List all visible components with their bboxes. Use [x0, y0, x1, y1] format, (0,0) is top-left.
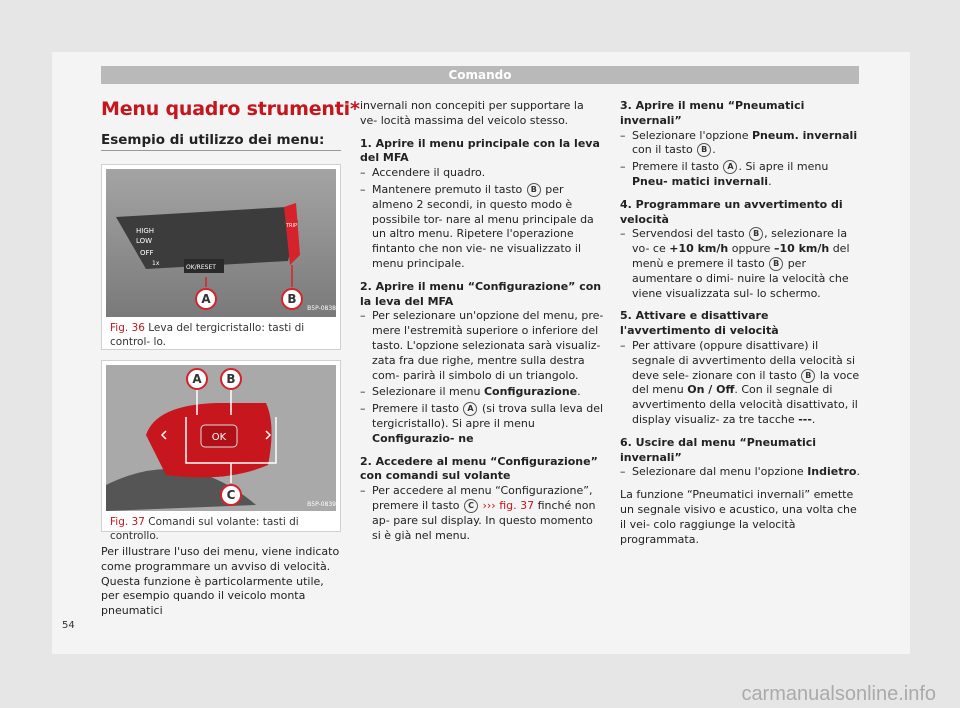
step-2-item	[360, 402, 604, 446]
step-text: per almeno 2 secondi, in questo modo è possibile tor- nare al menu principale da un altro menu. Ripetere l'operazione fintanto che non vie- ne visualizzato il menu principale.	[372, 182, 594, 270]
callout-b-text: B	[226, 372, 236, 386]
closing-paragraph: La funzione “Pneumatici invernali” emette un segnale visivo e acustico, una volta che il vei- colo raggiunge la velocità programmata.	[620, 488, 857, 546]
step-4-list	[620, 227, 860, 301]
step-6-title: 6. Uscire dal menu “Pneumatici invernali”	[620, 435, 817, 464]
step-4-item	[620, 227, 860, 301]
step-text: oppure	[731, 242, 771, 256]
key-b-icon: B	[527, 183, 541, 197]
step-text: Accendere il quadro.	[372, 166, 486, 180]
step-text: . Si apre il menu	[738, 160, 829, 174]
step-text: . Con il segnale di avvertimento della velocità disattivato, il display visualiz- za tre tacche	[632, 383, 858, 426]
step-1-item	[360, 183, 604, 272]
step-1-list	[360, 166, 604, 272]
wiper-stalk-image	[106, 169, 336, 317]
label-high: HIGH	[136, 227, 155, 235]
step-text: , selezionare la vo- ce	[632, 227, 848, 256]
key-c-icon: C	[464, 499, 478, 513]
intro-continued: invernali non concepiti per supportare la ve- locità massima del veicolo stesso.	[360, 99, 584, 127]
callout-c-text: C	[226, 488, 236, 502]
step-text: Selezionare l'opzione	[632, 128, 749, 142]
step-text: per aumentare o dimi- nuire la velocità che viene visualizzata sul- lo schermo.	[632, 256, 849, 300]
step-text: Per selezionare un'opzione del menu, pre- mere l'estremità superiore o inferiore del tasto. L'opzione selezionata sarà visualiz- zata fra due righe, mentre sulla destra com- parirà il simbolo di un triangolo.	[372, 309, 604, 382]
step-2-item: – Selezionare il menu Configurazione.	[360, 385, 604, 400]
column-3	[620, 99, 860, 555]
figure-code: B5P-0839	[307, 501, 336, 508]
step-1-title: 1. Aprire il menu principale con la leva del MFA	[360, 136, 600, 165]
figure-caption	[110, 515, 334, 543]
label-off: OFF	[140, 249, 154, 257]
step-2-item	[360, 309, 604, 383]
step-text: Selezionare il menu	[372, 385, 481, 399]
watermark: carmanualsonline.info	[741, 683, 936, 705]
menu-name: On / Off	[687, 383, 735, 397]
menu-name: Pneu- matici invernali	[632, 174, 769, 188]
key-a-icon: A	[463, 402, 477, 416]
step-5-item: – Per attivare (oppure disattivare) il segnale di avvertimento della velocità si deve sele- zionare con il tasto B la voce del menu On / Off. Con il segnale di avvertimento della velocità disattivato, il display visualiz- za tre tacche ---.	[620, 339, 860, 428]
callout-b-text: B	[287, 292, 297, 306]
figure-link[interactable]: ››› fig. 37	[482, 498, 535, 512]
page-subtitle: Esempio di utilizzo dei menu:	[101, 132, 325, 148]
intro-paragraph: Per illustrare l'uso dei menu, viene indicato come programmare un avviso di velocità. Questa funzione è particolarmente utile, per esempio quando il veicolo monta pneumatici	[101, 545, 340, 618]
step-text: finché non ap- pare sul display. In questo momento si è già nel menu.	[372, 498, 596, 542]
label-low: LOW	[136, 237, 153, 245]
step-6-list	[620, 465, 860, 480]
menu-name: Indietro	[807, 465, 857, 479]
step-text: (si trova sulla leva del tergicristallo). Si apre il menu	[372, 402, 604, 430]
menu-name: Pneum. invernali	[751, 128, 858, 142]
step-text: del menù e premere il tasto	[632, 242, 850, 270]
callout-a-text: A	[192, 372, 202, 386]
key-a-icon: A	[723, 160, 737, 174]
step-4-title: 4. Programmare un avvertimento di velocità	[620, 197, 843, 226]
speed-value: +10 km/h	[669, 242, 729, 256]
speed-value: –10 km/h	[773, 242, 830, 256]
column-1	[101, 545, 341, 627]
figure-36	[101, 164, 341, 350]
step-text: Premere il tasto	[372, 402, 459, 416]
step-text: Selezionare dal menu l'opzione	[632, 465, 804, 479]
title-divider	[101, 150, 341, 151]
step-text: Servendosi del tasto	[632, 227, 745, 241]
menu-name: Configurazione	[483, 385, 578, 399]
step-2b-list	[360, 484, 604, 543]
figure-number: Fig. 36	[110, 322, 145, 334]
step-text: la voce del menu	[632, 368, 860, 397]
step-5-list	[620, 339, 860, 428]
page-number: 54	[62, 620, 75, 631]
step-1-item	[360, 166, 604, 181]
step-3-item: – Selezionare l'opzione Pneum. invernali con il tasto B .	[620, 129, 860, 159]
step-text: con il tasto	[632, 143, 693, 157]
figure-number: Fig. 37	[110, 516, 145, 528]
key-b-icon: B	[801, 369, 815, 383]
figure-code: B5P-0838	[307, 305, 336, 312]
step-2-list	[360, 309, 604, 446]
step-2b-item	[360, 484, 604, 543]
step-2-title: 2. Aprire il menu “Configurazione” con la leva del MFA	[360, 279, 602, 308]
step-6-item: – Selezionare dal menu l'opzione Indietro.	[620, 465, 860, 480]
label-okreset: OK/RESET	[186, 264, 216, 271]
section-header: Comando	[101, 66, 859, 84]
display-dashes: ---	[798, 412, 812, 426]
menu-name: Configurazio- ne	[372, 431, 474, 445]
step-3-title: 3. Aprire il menu “Pneumatici invernali”	[620, 99, 805, 127]
callout-a-text: A	[201, 292, 211, 306]
label-trip: TRIP	[286, 223, 298, 229]
step-text: Per attivare (oppure disattivare) il segnale di avvertimento della velocità si deve sele- zionare con il tasto	[632, 338, 856, 382]
key-b-icon: B	[697, 143, 711, 157]
step-text: Mantenere premuto il tasto	[372, 182, 523, 196]
step-text: Per accedere al menu “Configurazione”, premere il tasto	[372, 484, 593, 512]
steering-buttons-image	[106, 365, 336, 511]
step-5-title: 5. Attivare e disattivare l'avvertimento di velocità	[620, 309, 779, 338]
figure-37	[101, 360, 341, 542]
figure-caption-text: Leva del tergicristallo: tasti di control- lo.	[110, 322, 305, 348]
step-text: Premere il tasto	[632, 160, 719, 174]
page-title: Menu quadro strumenti*	[101, 98, 360, 120]
label-1x: 1x	[152, 260, 160, 267]
figure-caption	[110, 321, 334, 349]
label-ok: OK	[211, 432, 227, 443]
step-3-list	[620, 129, 860, 190]
step-3-item: – Premere il tasto A . Si apre il menu Pneu- matici invernali.	[620, 160, 860, 190]
key-b-icon: B	[749, 227, 763, 241]
figure-caption-text: Comandi sul volante: tasti di controllo.	[110, 516, 299, 542]
key-b-icon: B	[769, 257, 783, 271]
column-2	[360, 99, 604, 551]
step-2b-title: 2. Accedere al menu “Configurazione” con comandi sul volante	[360, 454, 598, 483]
